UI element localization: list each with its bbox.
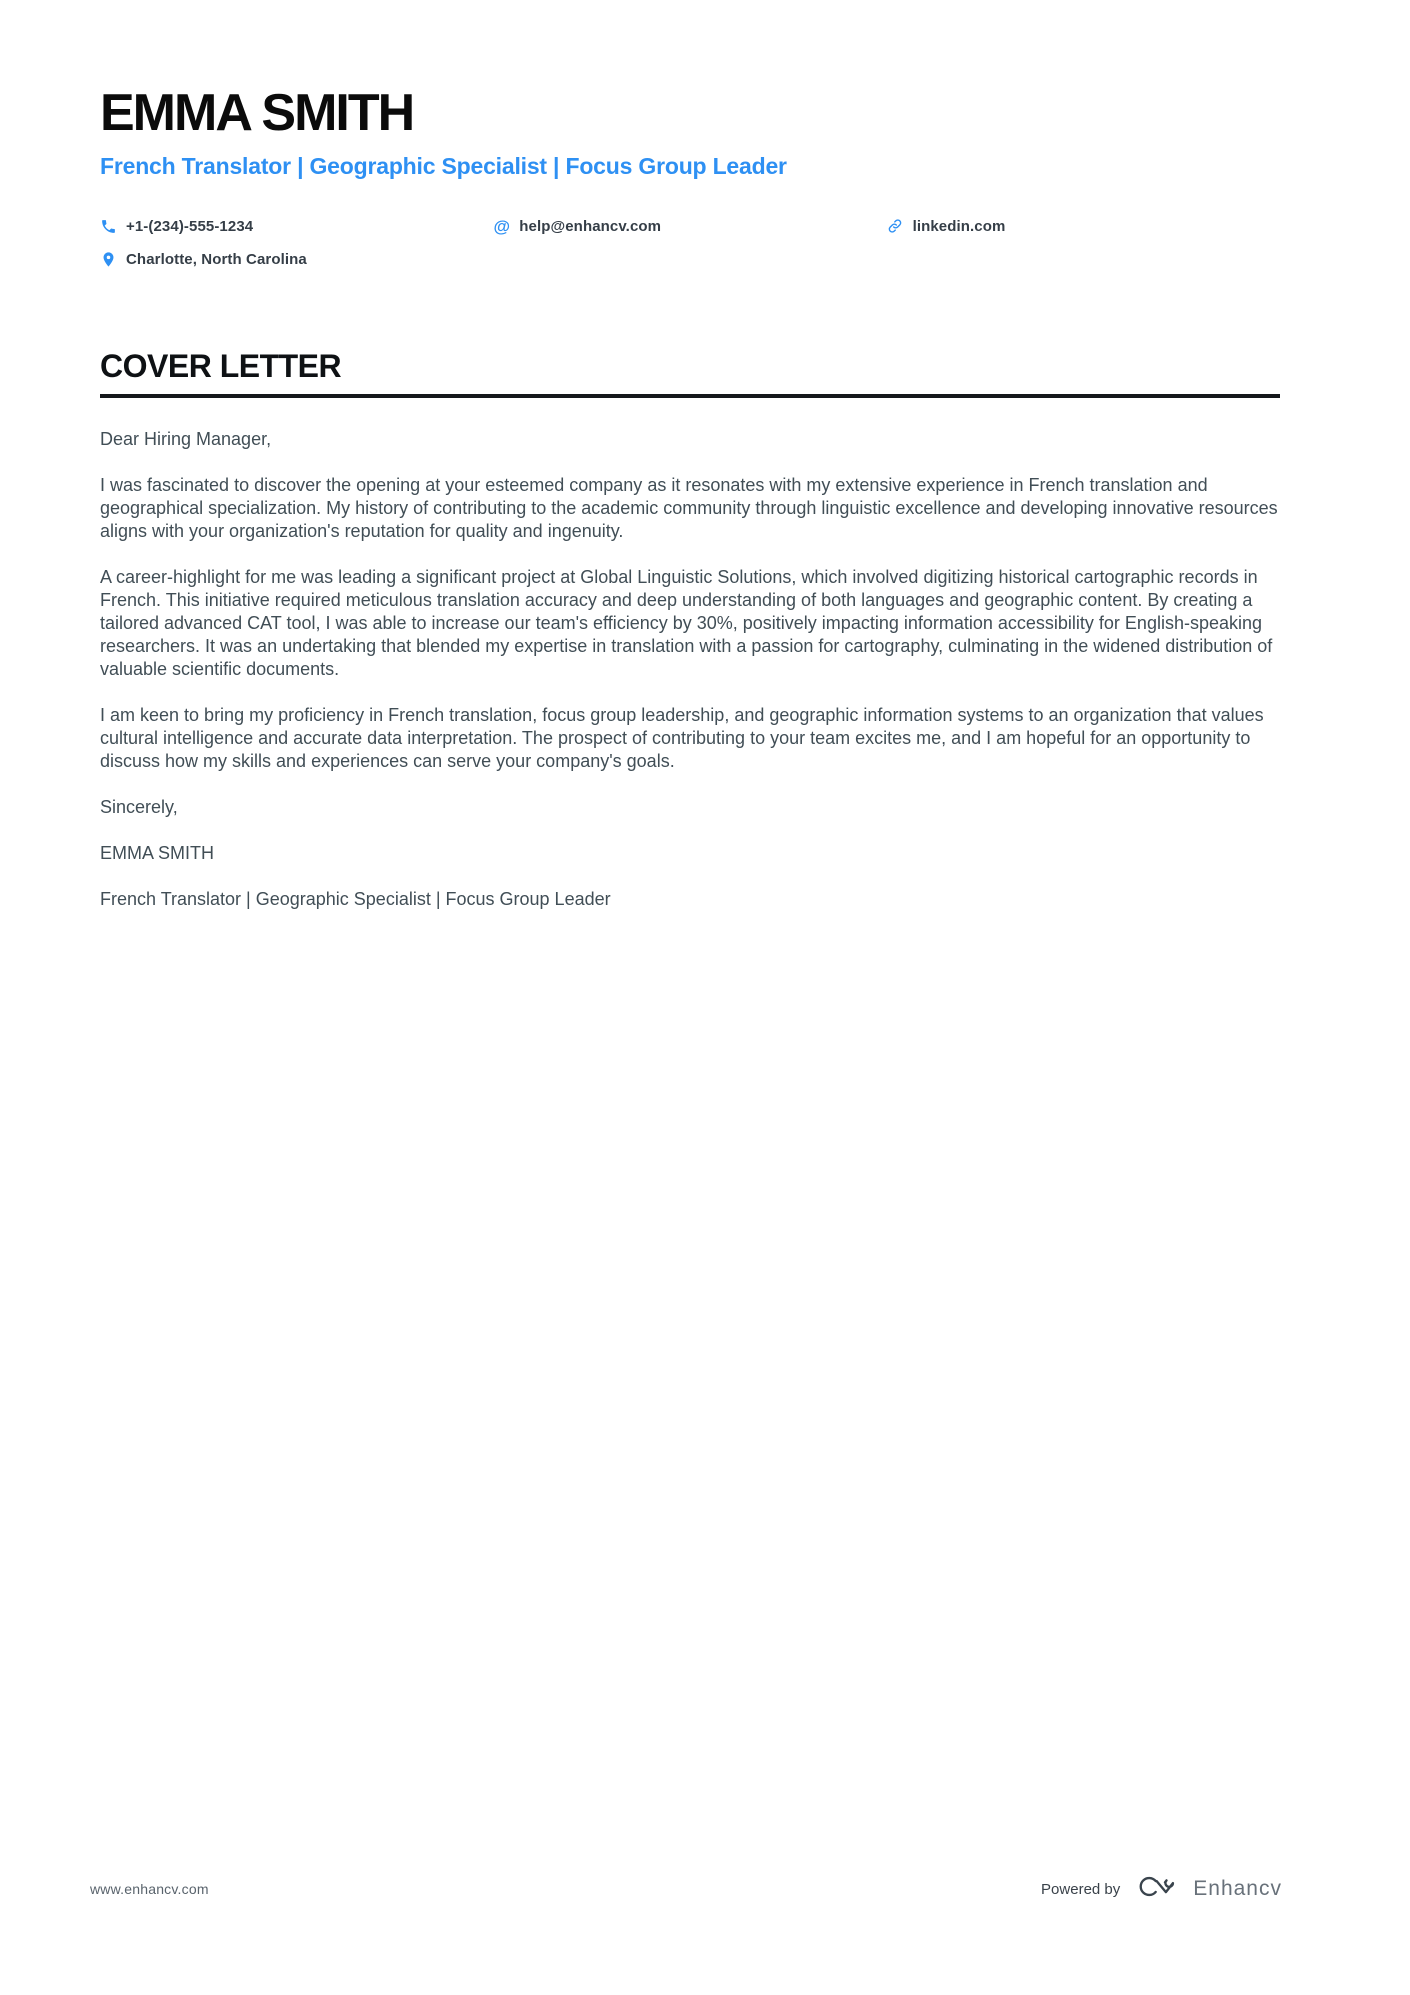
contact-email-label: help@enhancv.com <box>519 217 662 235</box>
powered-by <box>1041 1872 1282 1906</box>
signature-name: EMMA SMITH <box>100 842 215 863</box>
phone-icon <box>100 218 117 235</box>
contact-location <box>100 251 493 268</box>
closing: Sincerely, <box>100 796 178 817</box>
paragraph-3: I am keen to bring my proficiency in French translation, focus group leadership, and geographic information systems to an organization that values cultural intelligence and accurate data interpretation. The prospect of contributing to your team excites me, and I am hopeful for an opportunity to discuss how my skills and experiences can serve your company's goals. <box>100 704 1264 771</box>
footer-website-link[interactable]: www.enhancv.com <box>90 1881 209 1897</box>
enhancv-brand[interactable] <box>1136 1872 1282 1906</box>
contact-phone-label: +1-(234)-555-1234 <box>126 217 254 235</box>
page-footer <box>90 1872 1282 1906</box>
contact-phone[interactable] <box>100 218 493 235</box>
enhancv-logo-icon <box>1136 1872 1183 1906</box>
contact-info <box>100 218 1280 284</box>
contact-location-label: Charlotte, North Carolina <box>126 250 307 268</box>
paragraph-2: A career-highlight for me was leading a significant project at Global Linguistic Solutions, which involved digitizing historical cartographic records in French. This initiative required meticulous translation accuracy and deep understanding of both languages and geographic content. By creating a tailored advanced CAT tool, I was able to increase our team's efficiency by 30%, positively impacting information accessibility for English-speaking researchers. It was an undertaking that blended my expertise in translation with a passion for cartography, culminating in the widened distribution of valuable scientific documents. <box>100 566 1273 679</box>
contact-email[interactable] <box>493 218 886 235</box>
person-headline: French Translator | Geographic Specialist | Focus Group Leader <box>100 152 787 179</box>
person-name: EMMA SMITH <box>100 84 414 142</box>
signature-title: French Translator | Geographic Specialist | Focus Group Leader <box>100 888 611 909</box>
salutation: Dear Hiring Manager, <box>100 428 272 449</box>
paragraph-1: I was fascinated to discover the opening at your esteemed company as it resonates with my extensive experience in French translation and geographical specialization. My history of contributing to the academic community through linguistic excellence and developing innovative resources aligns with your organization's reputation for quality and ingenuity. <box>100 474 1278 541</box>
powered-by-label: Powered by <box>1041 1880 1121 1898</box>
header <box>100 86 1280 284</box>
section-title-cover-letter: COVER LETTER <box>100 348 1280 398</box>
link-icon <box>887 218 904 235</box>
contact-link-label: linkedin.com <box>912 217 1006 235</box>
enhancv-brand-name: Enhancv <box>1193 1877 1282 1900</box>
letter-body <box>100 428 1280 911</box>
location-pin-icon <box>100 251 117 268</box>
contact-link[interactable] <box>887 218 1280 235</box>
email-at-icon: @ <box>493 216 511 236</box>
